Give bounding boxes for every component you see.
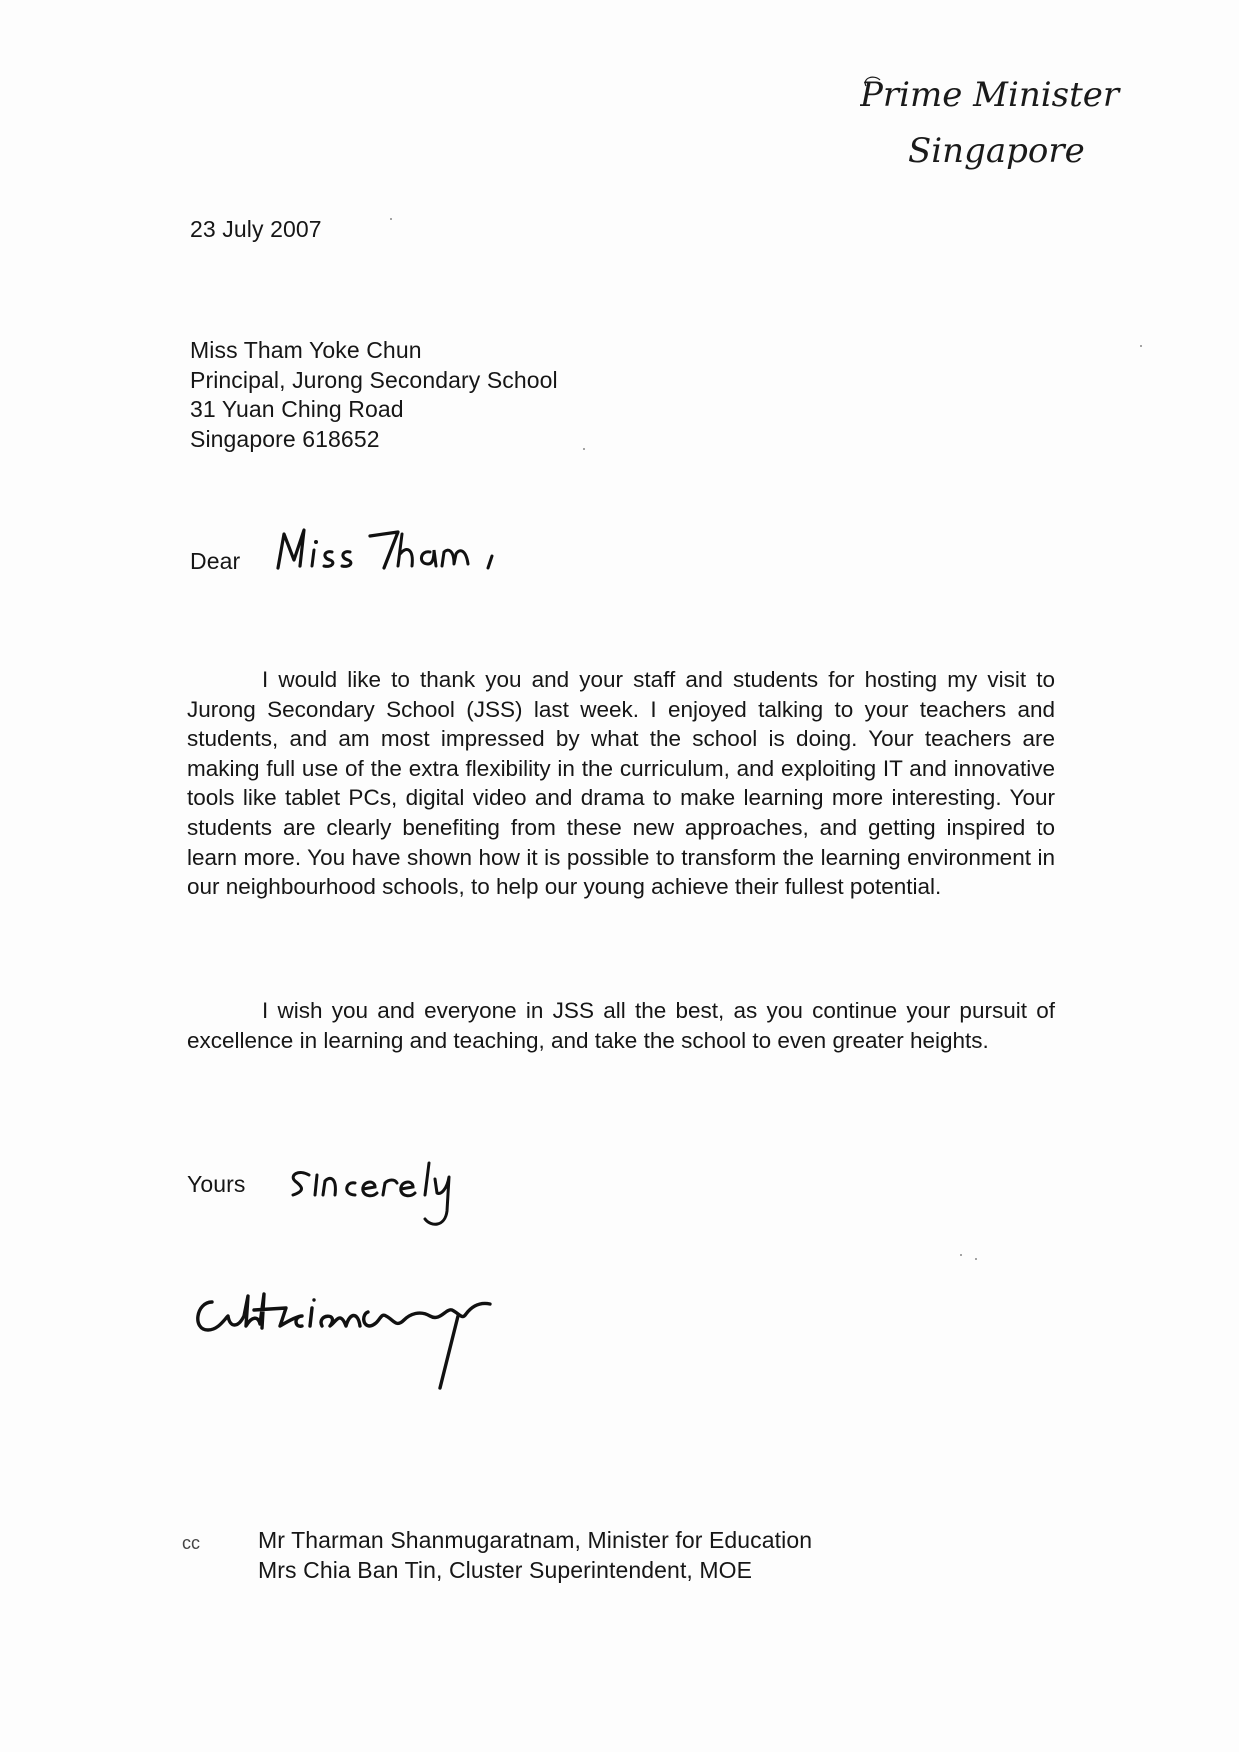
cc-recipient-1: Mr Tharman Shanmugaratnam, Minister for Education (258, 1527, 813, 1553)
recipient-name: Miss Tham Yoke Chun (190, 337, 422, 363)
handwritten-salutation (270, 520, 510, 580)
cc-recipient-2: Mrs Chia Ban Tin, Cluster Superintendent, MOE (258, 1556, 753, 1583)
letterhead-country: Singapore (908, 131, 1085, 171)
body-paragraph-1: I would like to thank you and your staff and students for hosting my visit to Jurong Secondary School (JSS) last week. I enjoyed talking to your teachers and students, and am most impressed by what the school is doing. Your teachers are making full use of the extra flexibility in the curriculum, and exploiting IT and innovative tools like tablet PCs, digital video and drama to make learning more interesting. Your students are clearly benefiting from these new approaches, and getting inspired to learn more. You have shown how it is possible to transform the learning environment in our neighbourhood schools, to help our young achieve their fullest potential. (187, 667, 1055, 900)
recipient-address (190, 336, 558, 454)
scan-speck (390, 218, 392, 220)
scan-speck (1140, 345, 1142, 347)
scan-speck (975, 1258, 977, 1260)
signature-image (190, 1280, 530, 1400)
letterhead-title: Prime Minister (860, 75, 1120, 115)
letter-date: 23 July 2007 (190, 216, 322, 242)
cc-list (258, 1526, 812, 1585)
letterhead-script (860, 70, 1140, 180)
scan-speck (960, 1254, 962, 1256)
recipient-city: Singapore 618652 (190, 425, 380, 452)
body-paragraph-2: I wish you and everyone in JSS all the best, as you continue your pursuit of excellence in learning and teaching, and take the school to even greater heights. (187, 998, 1055, 1053)
salutation-printed: Dear (190, 548, 241, 574)
cc-label: cc (182, 1533, 200, 1553)
closing-printed: Yours (187, 1171, 246, 1197)
handwritten-sincerely (285, 1155, 485, 1235)
recipient-title: Principal, Jurong Secondary School (190, 366, 558, 393)
recipient-street: 31 Yuan Ching Road (190, 396, 404, 422)
signature (190, 1280, 530, 1405)
scan-speck (583, 448, 585, 450)
salutation-handwritten (270, 520, 510, 585)
letterhead (860, 70, 1140, 180)
closing-handwritten (285, 1155, 485, 1240)
